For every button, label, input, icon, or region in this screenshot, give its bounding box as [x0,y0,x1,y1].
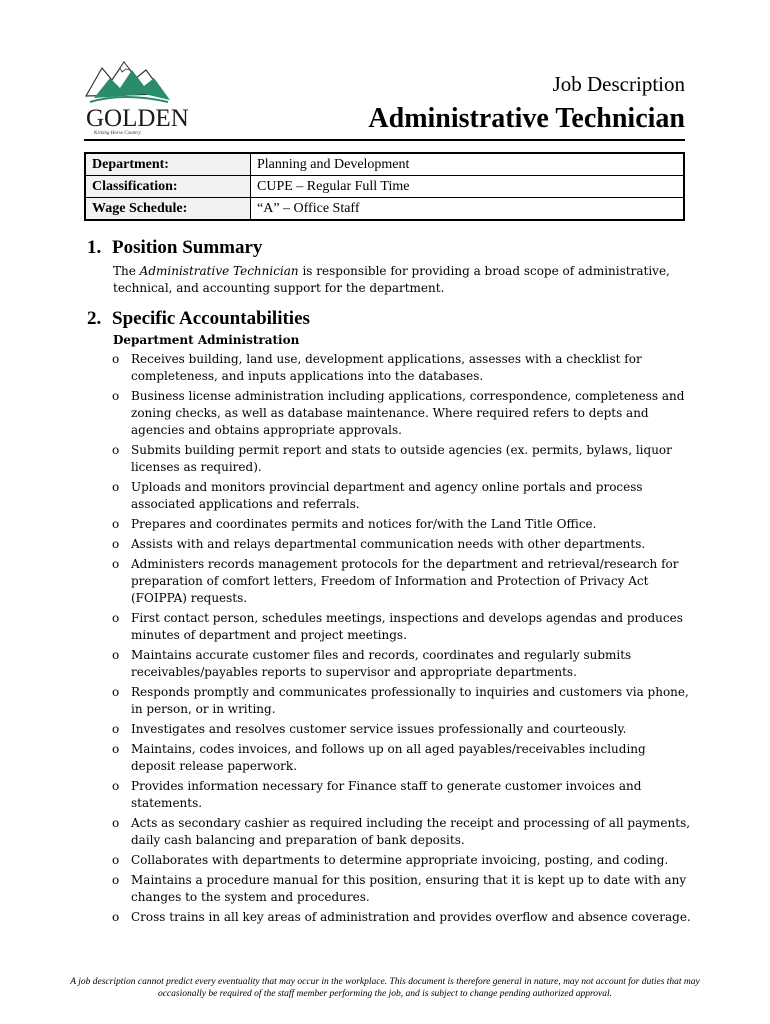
summary-text-end: is responsible for providing a broad scope of administrative, technical, and accounting support for the department. [113,264,670,295]
list-item [0,351,691,385]
summary-role-name: Administrative Technician [139,264,299,278]
logo-wordmark: GOLDEN [86,105,189,132]
bullet-icon: o [112,873,120,887]
list-item [0,721,691,738]
list-item-text: Maintains accurate customer files and records, coordinates and regularly submits receivables/payables reports to supervisor and appropriate departments. [131,648,632,679]
bullet-icon: o [112,816,120,830]
list-item [0,684,691,718]
department-value: Planning and Development [251,153,685,176]
list-item-text: Uploads and monitors provincial department and agency online portals and process associated applications and referrals. [131,480,643,511]
section-1-number: 1. [87,237,102,258]
bullet-icon: o [112,685,120,699]
department-label: Department: [85,153,251,176]
bullet-icon: o [112,648,120,662]
list-item [0,872,691,906]
list-item-text: Prepares and coordinates permits and notices for/with the Land Title Office. [131,517,597,531]
list-item [0,647,691,681]
bullet-icon: o [112,853,120,867]
footer-disclaimer: A job description cannot predict every eventuality that may occur in the workplace. This document is therefore general in nature, may not account for duties that may occasionally be required of the staff member performing the job, and is subject to change pending authorized approval. [70,977,700,999]
list-item [0,516,691,533]
department-administration-subheading: Department Administration [113,333,300,347]
list-item-text: Cross trains in all key areas of administration and provides overflow and absence coverage. [131,910,691,924]
list-item [0,479,691,513]
bullet-icon: o [112,352,120,366]
list-item [0,536,691,553]
logo-tagline: Kicking Horse Country [94,131,141,136]
town-of-golden-logo [84,58,189,138]
list-item-text: Receives building, land use, development applications, assesses with a checklist for completeness, and inputs applications into the databases. [131,352,642,383]
list-item-text: Responds promptly and communicates professionally to inquiries and customers via phone, in person, or in writing. [131,685,689,716]
section-1-title: Position Summary [112,237,263,258]
list-item [0,815,691,849]
bullet-icon: o [112,910,120,924]
list-item-text: Administers records management protocols for the department and retrieval/research for preparation of comfort letters, Freedom of Information and Protection of Privacy Act (FOIPPA) requests. [131,557,679,605]
section-1-heading [87,237,262,259]
classification-label: Classification: [85,176,251,198]
list-item-text: Submits building permit report and stats to outside agencies (ex. permits, bylaws, liquor licenses as required). [131,443,672,474]
bullet-icon: o [112,537,120,551]
list-item-text: Collaborates with departments to determine appropriate invoicing, posting, and coding. [131,853,669,867]
bullet-icon: o [112,389,120,403]
wage-schedule-value: “A” – Office Staff [251,198,685,221]
table-row [85,153,684,176]
list-item-text: Maintains, codes invoices, and follows up on all aged payables/receivables including deposit release paperwork. [131,742,646,773]
document-kind: Job Description [552,72,685,96]
summary-text-start: The [113,264,140,278]
bullet-icon: o [112,517,120,531]
bullet-icon: o [112,557,120,571]
classification-value: CUPE – Regular Full Time [251,176,685,198]
accountabilities-list [0,351,691,929]
list-item [0,741,691,775]
list-item-text: Assists with and relays departmental communication needs with other departments. [131,537,646,551]
wage-schedule-label: Wage Schedule: [85,198,251,221]
section-2-heading [87,308,310,330]
bullet-icon: o [112,480,120,494]
list-item [0,442,691,476]
table-row [85,176,684,198]
list-item-text: Investigates and resolves customer service issues professionally and courteously. [131,722,627,736]
job-info-table [84,152,685,221]
list-item [0,778,691,812]
list-item [0,852,691,869]
table-row [85,198,684,221]
mountain-logo-icon [84,58,174,108]
header-rule [84,139,685,141]
document-title: Administrative Technician [368,103,685,134]
bullet-icon: o [112,742,120,756]
bullet-icon: o [112,443,120,457]
list-item [0,388,691,439]
section-2-title: Specific Accountabilities [112,308,310,329]
list-item-text: Acts as secondary cashier as required including the receipt and processing of all payments, daily cash balancing and preparation of bank deposits. [131,816,691,847]
list-item [0,610,691,644]
bullet-icon: o [112,722,120,736]
list-item-text: Business license administration including applications, correspondence, completeness and zoning checks, as well as database maintenance. Where required refers to depts and agencies and obtains appropriate approvals. [131,389,685,437]
list-item [0,556,691,607]
bullet-icon: o [112,779,120,793]
position-summary-text [113,263,673,297]
list-item-text: Maintains a procedure manual for this position, ensuring that it is kept up to date with any changes to the system and procedures. [131,873,687,904]
list-item-text: First contact person, schedules meetings, inspections and develops agendas and produces minutes of department and project meetings. [131,611,683,642]
list-item-text: Provides information necessary for Finance staff to generate customer invoices and statements. [131,779,642,810]
section-2-number: 2. [87,308,102,329]
bullet-icon: o [112,611,120,625]
list-item [0,909,691,926]
